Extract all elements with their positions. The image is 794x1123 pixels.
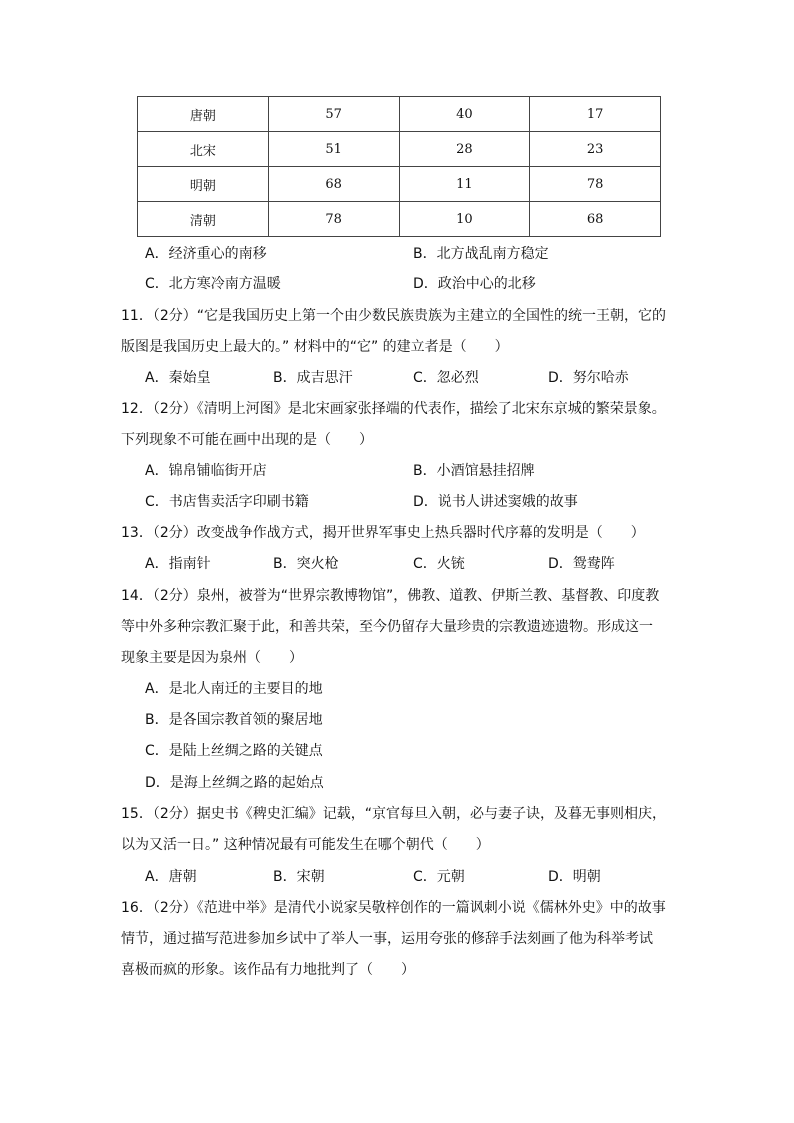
q14-option-d: D．是海上丝绸之路的起始点 xyxy=(145,775,324,791)
q15-option-a: A．唐朝 xyxy=(145,869,197,885)
q12-option-b: B．小酒馆悬挂招牌 xyxy=(413,463,535,479)
dynasty-cell: 北宋 xyxy=(138,132,269,167)
q15-stem-line1: 15．（2分）据史书《稗史汇编》记载，“京官每旦入朝，必与妻子诀，及暮无事则相庆， xyxy=(121,806,666,822)
value-cell: 68 xyxy=(530,202,661,237)
q12-option-c: C．书店售卖活字印刷书籍 xyxy=(145,494,309,510)
q16-stem-line2: 情节，通过描写范进参加乡试中了举人一事，运用夸张的修辞手法刻画了他为科举考试 xyxy=(121,931,653,947)
q10-option-c: C．北方寒冷南方温暖 xyxy=(145,276,281,292)
q11-stem-line1: 11．（2分）“它是我国历史上第一个由少数民族贵族为主建立的全国性的统一王朝，它的 xyxy=(121,308,666,324)
value-cell: 10 xyxy=(399,202,530,237)
q12-stem-line2: 下列现象不可能在画中出现的是（ ） xyxy=(121,432,373,448)
q16-stem-line1: 16．（2分）《范进中举》是清代小说家吴敬梓创作的一篇讽刺小说《儒林外史》中的故事 xyxy=(121,900,666,916)
value-cell: 40 xyxy=(399,97,530,132)
q15-stem-line2: 以为又活一日。” 这种情况最有可能发生在哪个朝代（ ） xyxy=(121,837,490,853)
value-cell: 11 xyxy=(399,167,530,202)
q10-option-a: A．经济重心的南移 xyxy=(145,246,267,262)
q11-stem-line2: 版图是我国历史上最大的。” 材料中的“它” 的建立者是（ ） xyxy=(121,339,509,355)
q13-option-b: B．突火枪 xyxy=(273,556,339,572)
value-cell: 68 xyxy=(268,167,399,202)
value-cell: 78 xyxy=(530,167,661,202)
dynasty-cell: 明朝 xyxy=(138,167,269,202)
value-cell: 28 xyxy=(399,132,530,167)
value-cell: 17 xyxy=(530,97,661,132)
table-row xyxy=(138,167,661,202)
q14-stem-line3: 现象主要是因为泉州（ ） xyxy=(121,650,303,666)
q14-option-c: C．是陆上丝绸之路的关键点 xyxy=(145,743,323,759)
q13-option-d: D．鸳鸯阵 xyxy=(548,556,615,572)
q10-option-b: B．北方战乱南方稳定 xyxy=(413,246,549,262)
q14-option-b: B．是各国宗教首领的聚居地 xyxy=(145,712,323,728)
dynasty-cell: 清朝 xyxy=(138,202,269,237)
data-table xyxy=(137,96,661,237)
q13-option-c: C．火铳 xyxy=(413,556,465,572)
value-cell: 57 xyxy=(268,97,399,132)
q14-option-a: A．是北人南迁的主要目的地 xyxy=(145,681,323,697)
q12-stem-line1: 12．（2分）《清明上河图》是北宋画家张择端的代表作，描绘了北宋东京城的繁荣景象。 xyxy=(121,401,666,417)
table-row xyxy=(138,202,661,237)
q11-option-a: A．秦始皇 xyxy=(145,370,211,386)
q15-option-c: C．元朝 xyxy=(413,869,465,885)
table-row xyxy=(138,132,661,167)
q15-option-b: B．宋朝 xyxy=(273,869,325,885)
q14-stem-line1: 14．（2分）泉州，被誉为“世界宗教博物馆”，佛教、道教、伊斯兰教、基督教、印度教 xyxy=(121,588,660,604)
table-row xyxy=(138,97,661,132)
value-cell: 51 xyxy=(268,132,399,167)
q10-option-d: D．政治中心的北移 xyxy=(413,276,536,292)
q12-option-d: D．说书人讲述窦娥的故事 xyxy=(413,494,578,510)
q14-stem-line2: 等中外多种宗教汇聚于此，和善共荣，至今仍留存大量珍贵的宗教遗迹遗物。形成这一 xyxy=(121,619,653,635)
q16-stem-line3: 喜极而疯的形象。该作品有力地批判了（ ） xyxy=(121,962,415,978)
q13-option-a: A．指南针 xyxy=(145,556,211,572)
q15-option-d: D．明朝 xyxy=(548,869,601,885)
q11-option-c: C．忽必烈 xyxy=(413,370,479,386)
q11-option-b: B．成吉思汗 xyxy=(273,370,353,386)
q13-stem-line1: 13．（2分）改变战争作战方式，揭开世界军事史上热兵器时代序幕的发明是（ ） xyxy=(121,525,645,541)
value-cell: 23 xyxy=(530,132,661,167)
q12-option-a: A．锦帛铺临街开店 xyxy=(145,463,267,479)
q11-option-d: D．努尔哈赤 xyxy=(548,370,629,386)
value-cell: 78 xyxy=(268,202,399,237)
dynasty-cell: 唐朝 xyxy=(138,97,269,132)
